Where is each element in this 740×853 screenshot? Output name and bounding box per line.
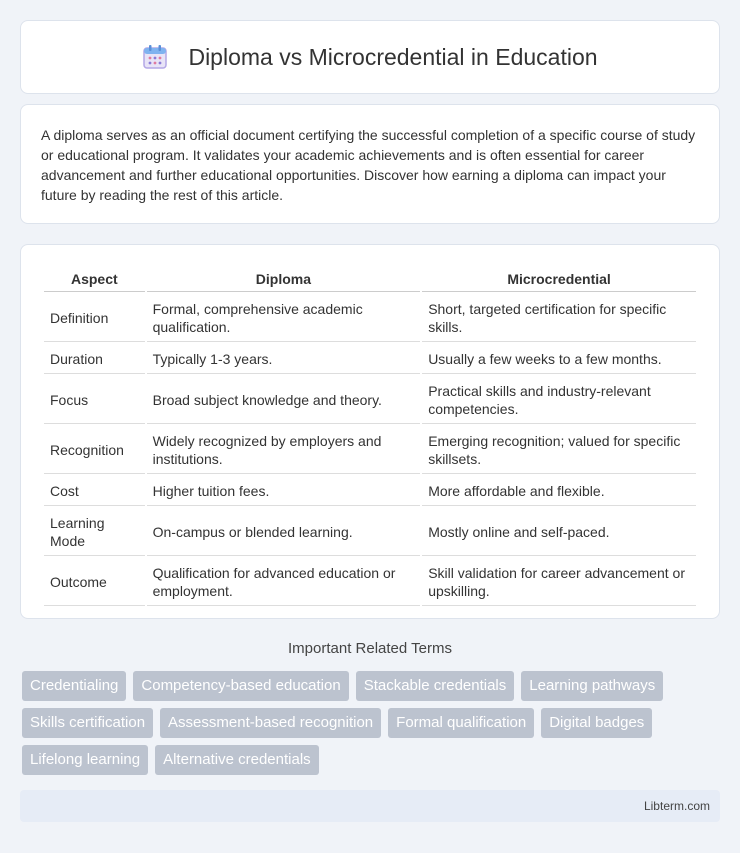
microcredential-cell: Skill validation for career advancement or upskilling. bbox=[422, 558, 696, 606]
header-diploma: Diploma bbox=[147, 267, 421, 292]
table-row bbox=[44, 426, 696, 474]
header-microcredential: Microcredential bbox=[422, 267, 696, 292]
related-terms-title: Important Related Terms bbox=[288, 640, 452, 657]
table-row bbox=[44, 558, 696, 606]
tag-lifelong-learning[interactable]: Lifelong learning bbox=[22, 745, 148, 775]
tag-alternative-credentials[interactable]: Alternative credentials bbox=[155, 745, 319, 775]
microcredential-cell: Practical skills and industry-relevant competencies. bbox=[422, 376, 696, 424]
aspect-cell: Definition bbox=[44, 294, 145, 342]
tag-digital-badges[interactable]: Digital badges bbox=[541, 708, 652, 738]
comparison-card bbox=[20, 244, 720, 619]
aspect-cell: Learning Mode bbox=[44, 508, 145, 556]
intro-text: A diploma serves as an official document certifying the successful completion of a specific course of study or educational program. It validates your academic achievements and is often essential for career advancement and further educational opportunities. Discover how earning a diploma can impact your future by reading the rest of this article. bbox=[41, 127, 696, 203]
diploma-cell: Formal, comprehensive academic qualification. bbox=[147, 294, 421, 342]
table-row bbox=[44, 476, 696, 506]
tag-skills-certification[interactable]: Skills certification bbox=[22, 708, 153, 738]
footer bbox=[20, 790, 720, 822]
related-terms-section bbox=[0, 640, 740, 657]
diploma-cell: On-campus or blended learning. bbox=[147, 508, 421, 556]
aspect-cell: Recognition bbox=[44, 426, 145, 474]
tag-credentialing[interactable]: Credentialing bbox=[22, 671, 126, 701]
table-row bbox=[44, 344, 696, 374]
tag-formal-qualification[interactable]: Formal qualification bbox=[388, 708, 534, 738]
calendar-icon bbox=[142, 44, 168, 70]
tag-assessment-based-recognition[interactable]: Assessment-based recognition bbox=[160, 708, 381, 738]
header-aspect: Aspect bbox=[44, 267, 145, 292]
microcredential-cell: Mostly online and self-paced. bbox=[422, 508, 696, 556]
diploma-cell: Typically 1-3 years. bbox=[147, 344, 421, 374]
table-row bbox=[44, 508, 696, 556]
aspect-cell: Duration bbox=[44, 344, 145, 374]
microcredential-cell: More affordable and flexible. bbox=[422, 476, 696, 506]
diploma-cell: Broad subject knowledge and theory. bbox=[147, 376, 421, 424]
table-row bbox=[44, 376, 696, 424]
intro-card bbox=[20, 104, 720, 224]
tag-stackable-credentials[interactable]: Stackable credentials bbox=[356, 671, 515, 701]
tag-learning-pathways[interactable]: Learning pathways bbox=[521, 671, 663, 701]
aspect-cell: Cost bbox=[44, 476, 145, 506]
microcredential-cell: Usually a few weeks to a few months. bbox=[422, 344, 696, 374]
footer-source[interactable]: Libterm.com bbox=[643, 799, 710, 813]
diploma-cell: Higher tuition fees. bbox=[147, 476, 421, 506]
aspect-cell: Focus bbox=[44, 376, 145, 424]
title-card bbox=[20, 20, 720, 94]
page-title: Diploma vs Microcredential in Education bbox=[188, 43, 598, 70]
diploma-cell: Qualification for advanced education or employment. bbox=[147, 558, 421, 606]
related-tags bbox=[22, 671, 722, 775]
diploma-cell: Widely recognized by employers and institutions. bbox=[147, 426, 421, 474]
aspect-cell: Outcome bbox=[44, 558, 145, 606]
tag-competency-based-education[interactable]: Competency-based education bbox=[133, 671, 348, 701]
microcredential-cell: Emerging recognition; valued for specific skillsets. bbox=[422, 426, 696, 474]
microcredential-cell: Short, targeted certification for specific skills. bbox=[422, 294, 696, 342]
table-row bbox=[44, 294, 696, 342]
comparison-table bbox=[42, 265, 698, 608]
